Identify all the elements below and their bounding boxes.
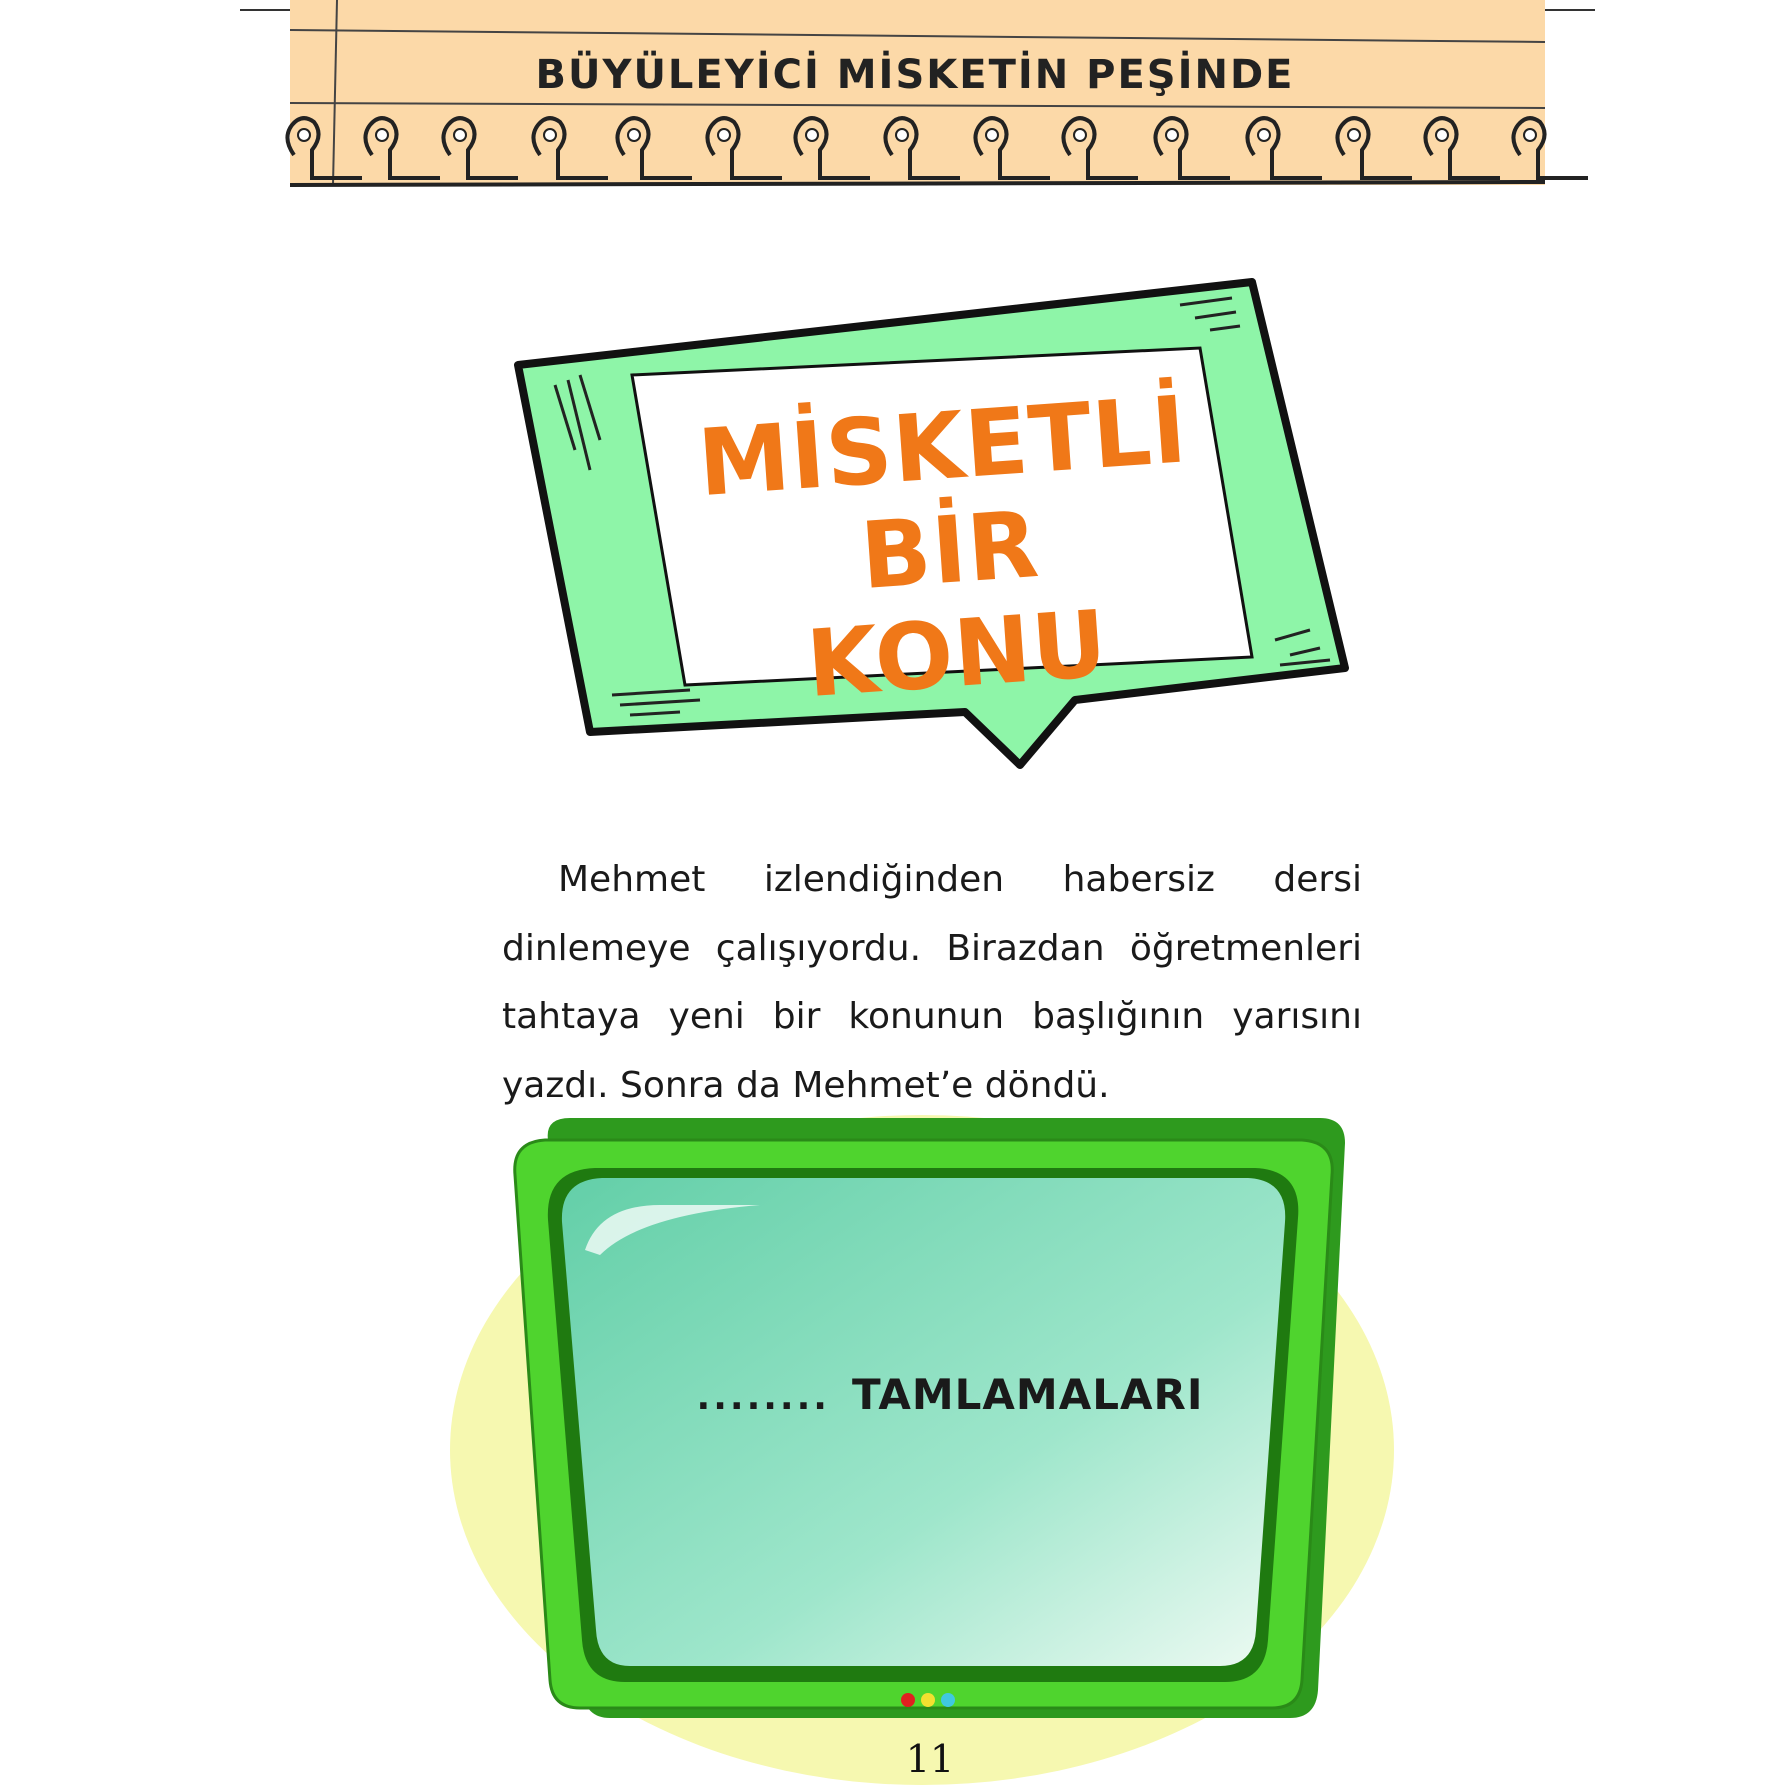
board-word: TAMLAMALARI	[851, 1370, 1204, 1419]
indicator-light-cyan	[941, 1693, 955, 1707]
indicator-light-yellow	[921, 1693, 935, 1707]
sign-title-line1: MİSKETLİ BİR	[694, 376, 1191, 611]
story-paragraph: Mehmet izlendiğinden habersiz dersi dinlemeye çalışıyordu. Birazdan öğretmenleri tahtaya yeni bir konunun başlığının yarısını yazdı. Sonra da Mehmet’e döndü.	[502, 859, 1362, 1106]
blank-dots: ........	[696, 1377, 830, 1418]
board-heading	[640, 1370, 1260, 1419]
header-title: BÜYÜLEYİCİ MİSKETİN PEŞİNDE	[535, 52, 1295, 98]
board-screen	[562, 1178, 1285, 1666]
sign-title-line2: KONU	[803, 590, 1112, 719]
indicator-light-red	[901, 1693, 915, 1707]
page-number: 11	[905, 1737, 955, 1781]
